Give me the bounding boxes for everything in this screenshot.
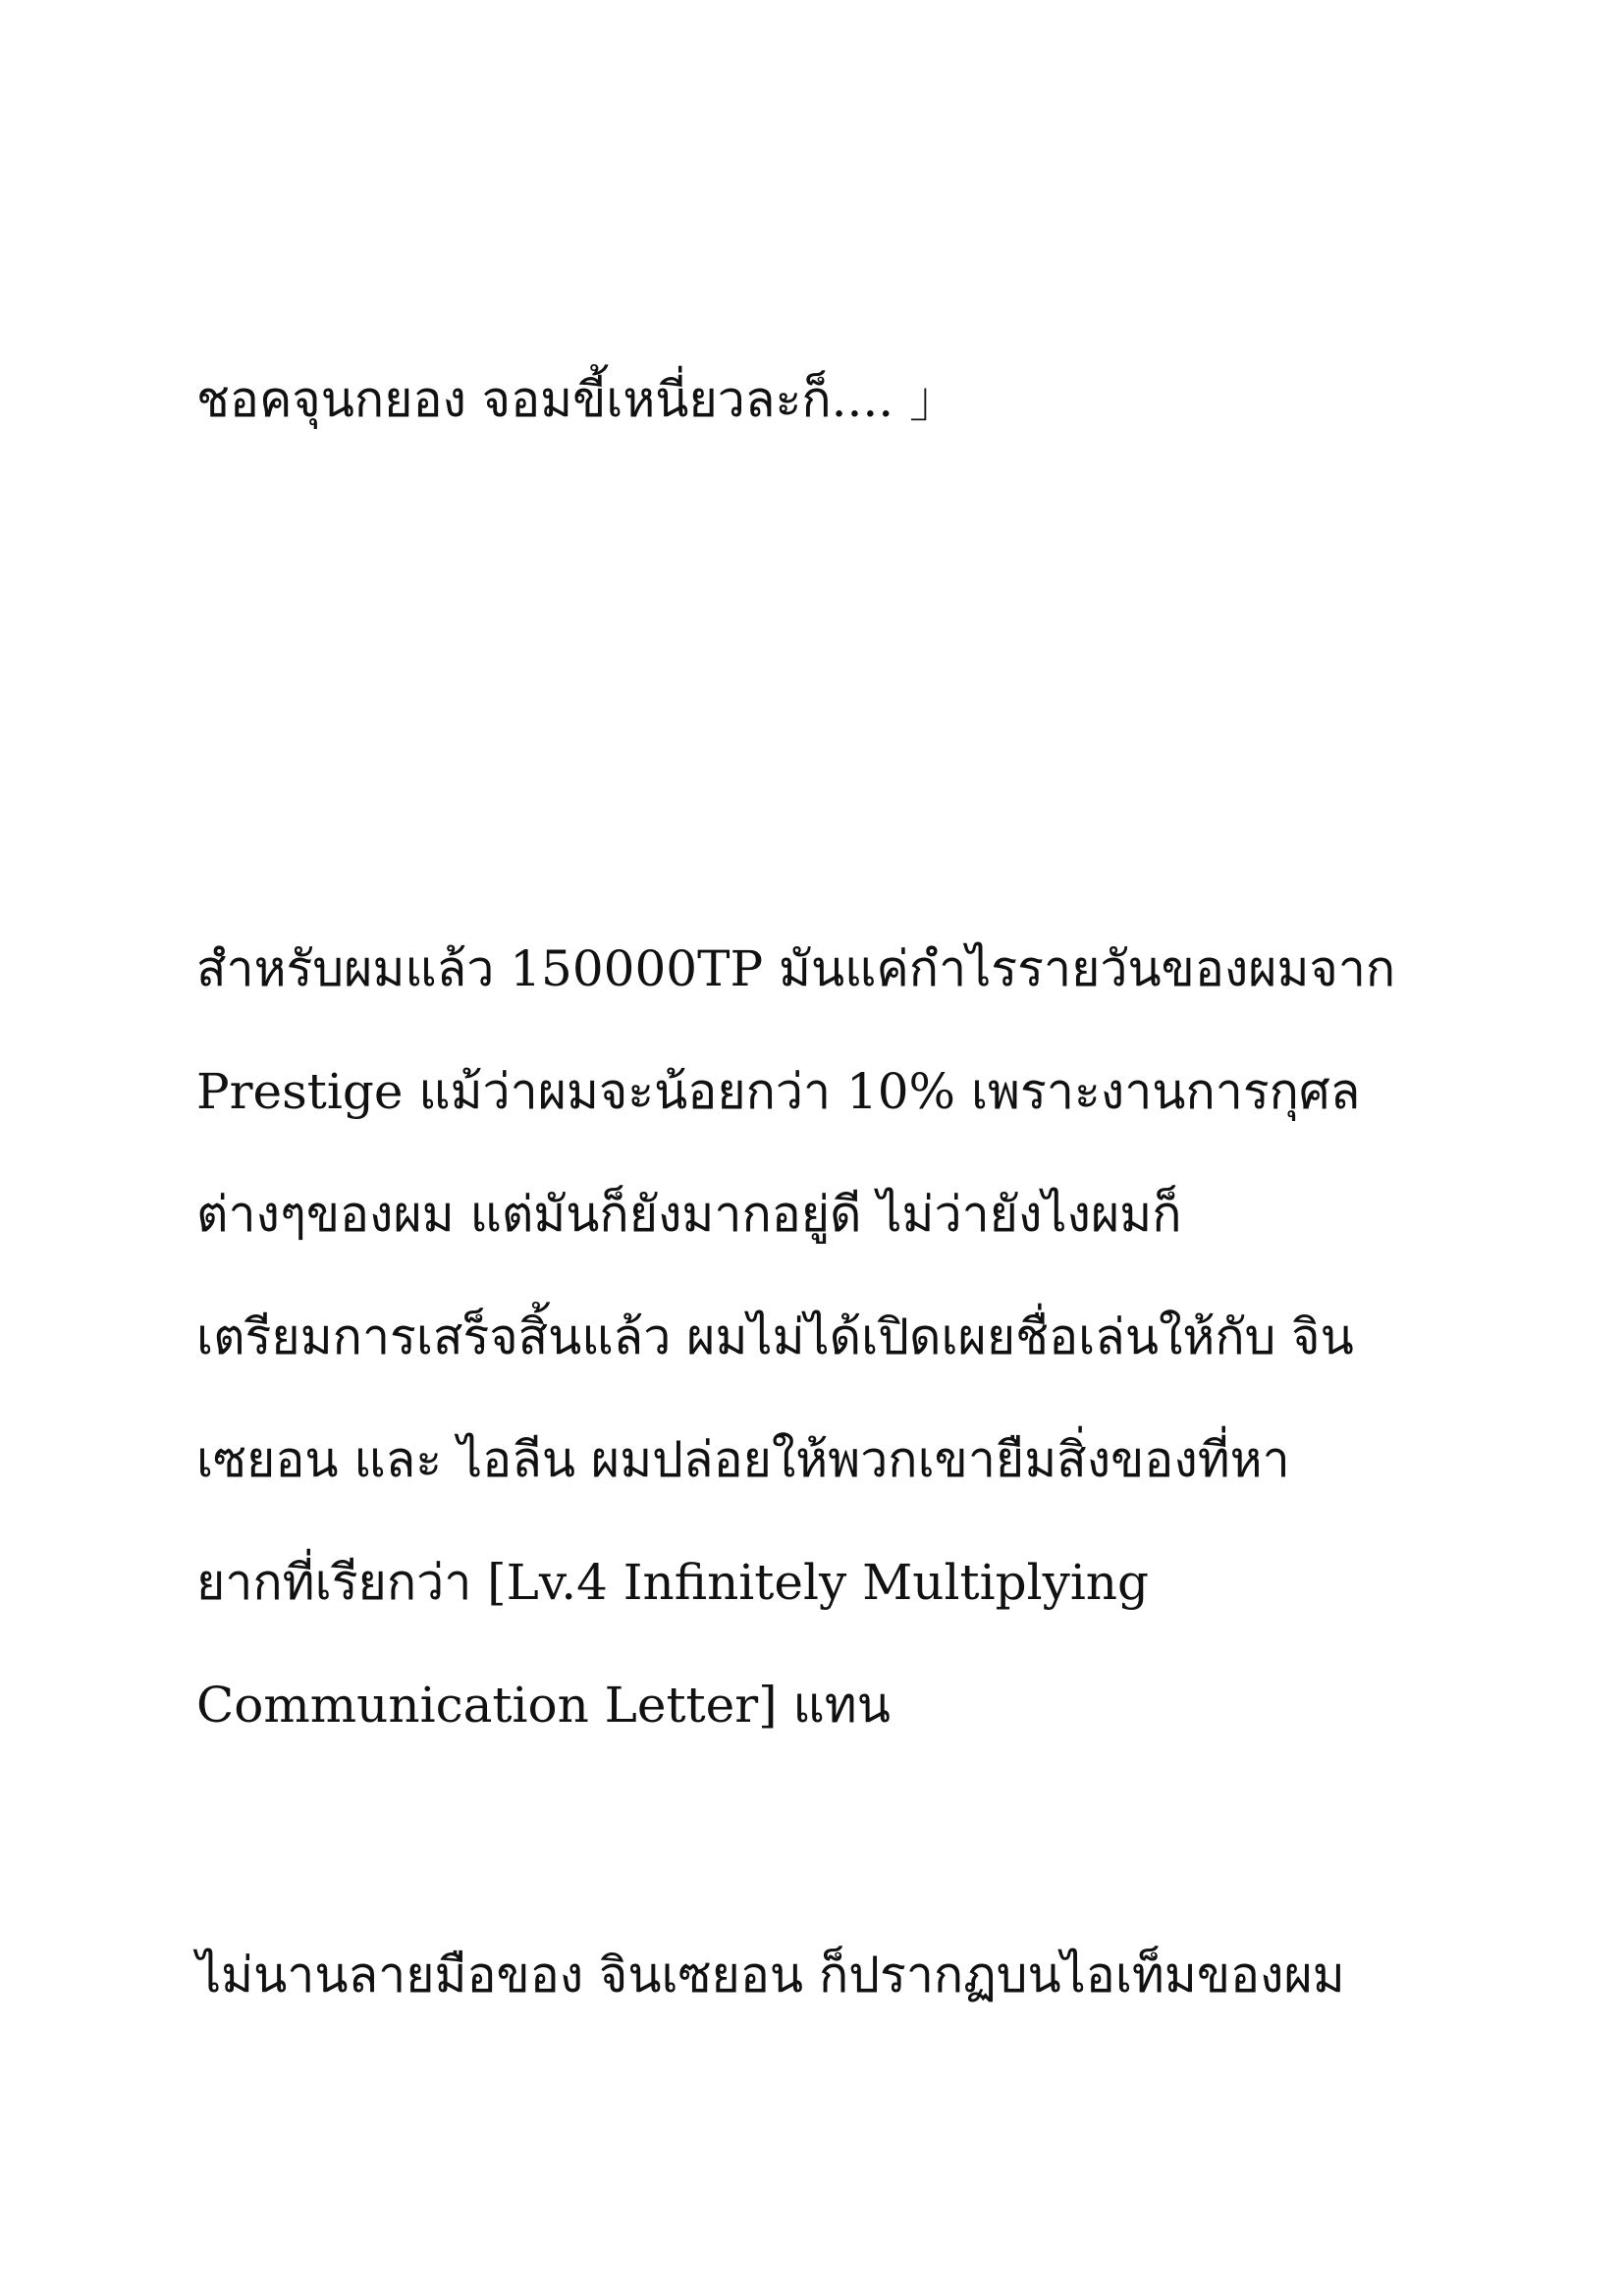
paragraph-1-line-1: ชอคจุนกยอง จอมขี้เหนี่ยวละก็.... 」 bbox=[196, 371, 959, 428]
paragraph-2-line-4: เตรียมการเสร็จสิ้นแล้ว ผมไม่ได้เปิดเผยชื่อเล่นให้กับ จิน bbox=[196, 1308, 1354, 1365]
paragraph-2-line-6: ยากที่เรียกว่า [Lv.4 Infinitely Multiplying bbox=[196, 1554, 1150, 1611]
paragraph-3-line-1: ไม่นานลายมือของ จินเซยอน ก็ปรากฏบนไอเท็มของผม bbox=[196, 1947, 1345, 2003]
paragraph-2-line-2: Prestige แม้ว่าผมจะน้อยกว่า 10% เพราะงานการกุศล bbox=[196, 1063, 1361, 1120]
paragraph-2-line-3: ต่างๆของผม แต่มันก็ยังมากอยู่ดี ไม่ว่ายังไงผมก็ bbox=[196, 1186, 1182, 1243]
paragraph-2-line-1: สำหรับผมแล้ว 150000TP มันแค่กำไรรายวันของผมจาก bbox=[196, 940, 1396, 997]
paragraph-2-line-7: Communication Letter] แทน bbox=[196, 1677, 891, 1734]
paragraph-2-line-5: เซยอน และ ไอลีน ผมปล่อยให้พวกเขายืมสิ่งของที่หา bbox=[196, 1431, 1290, 1488]
